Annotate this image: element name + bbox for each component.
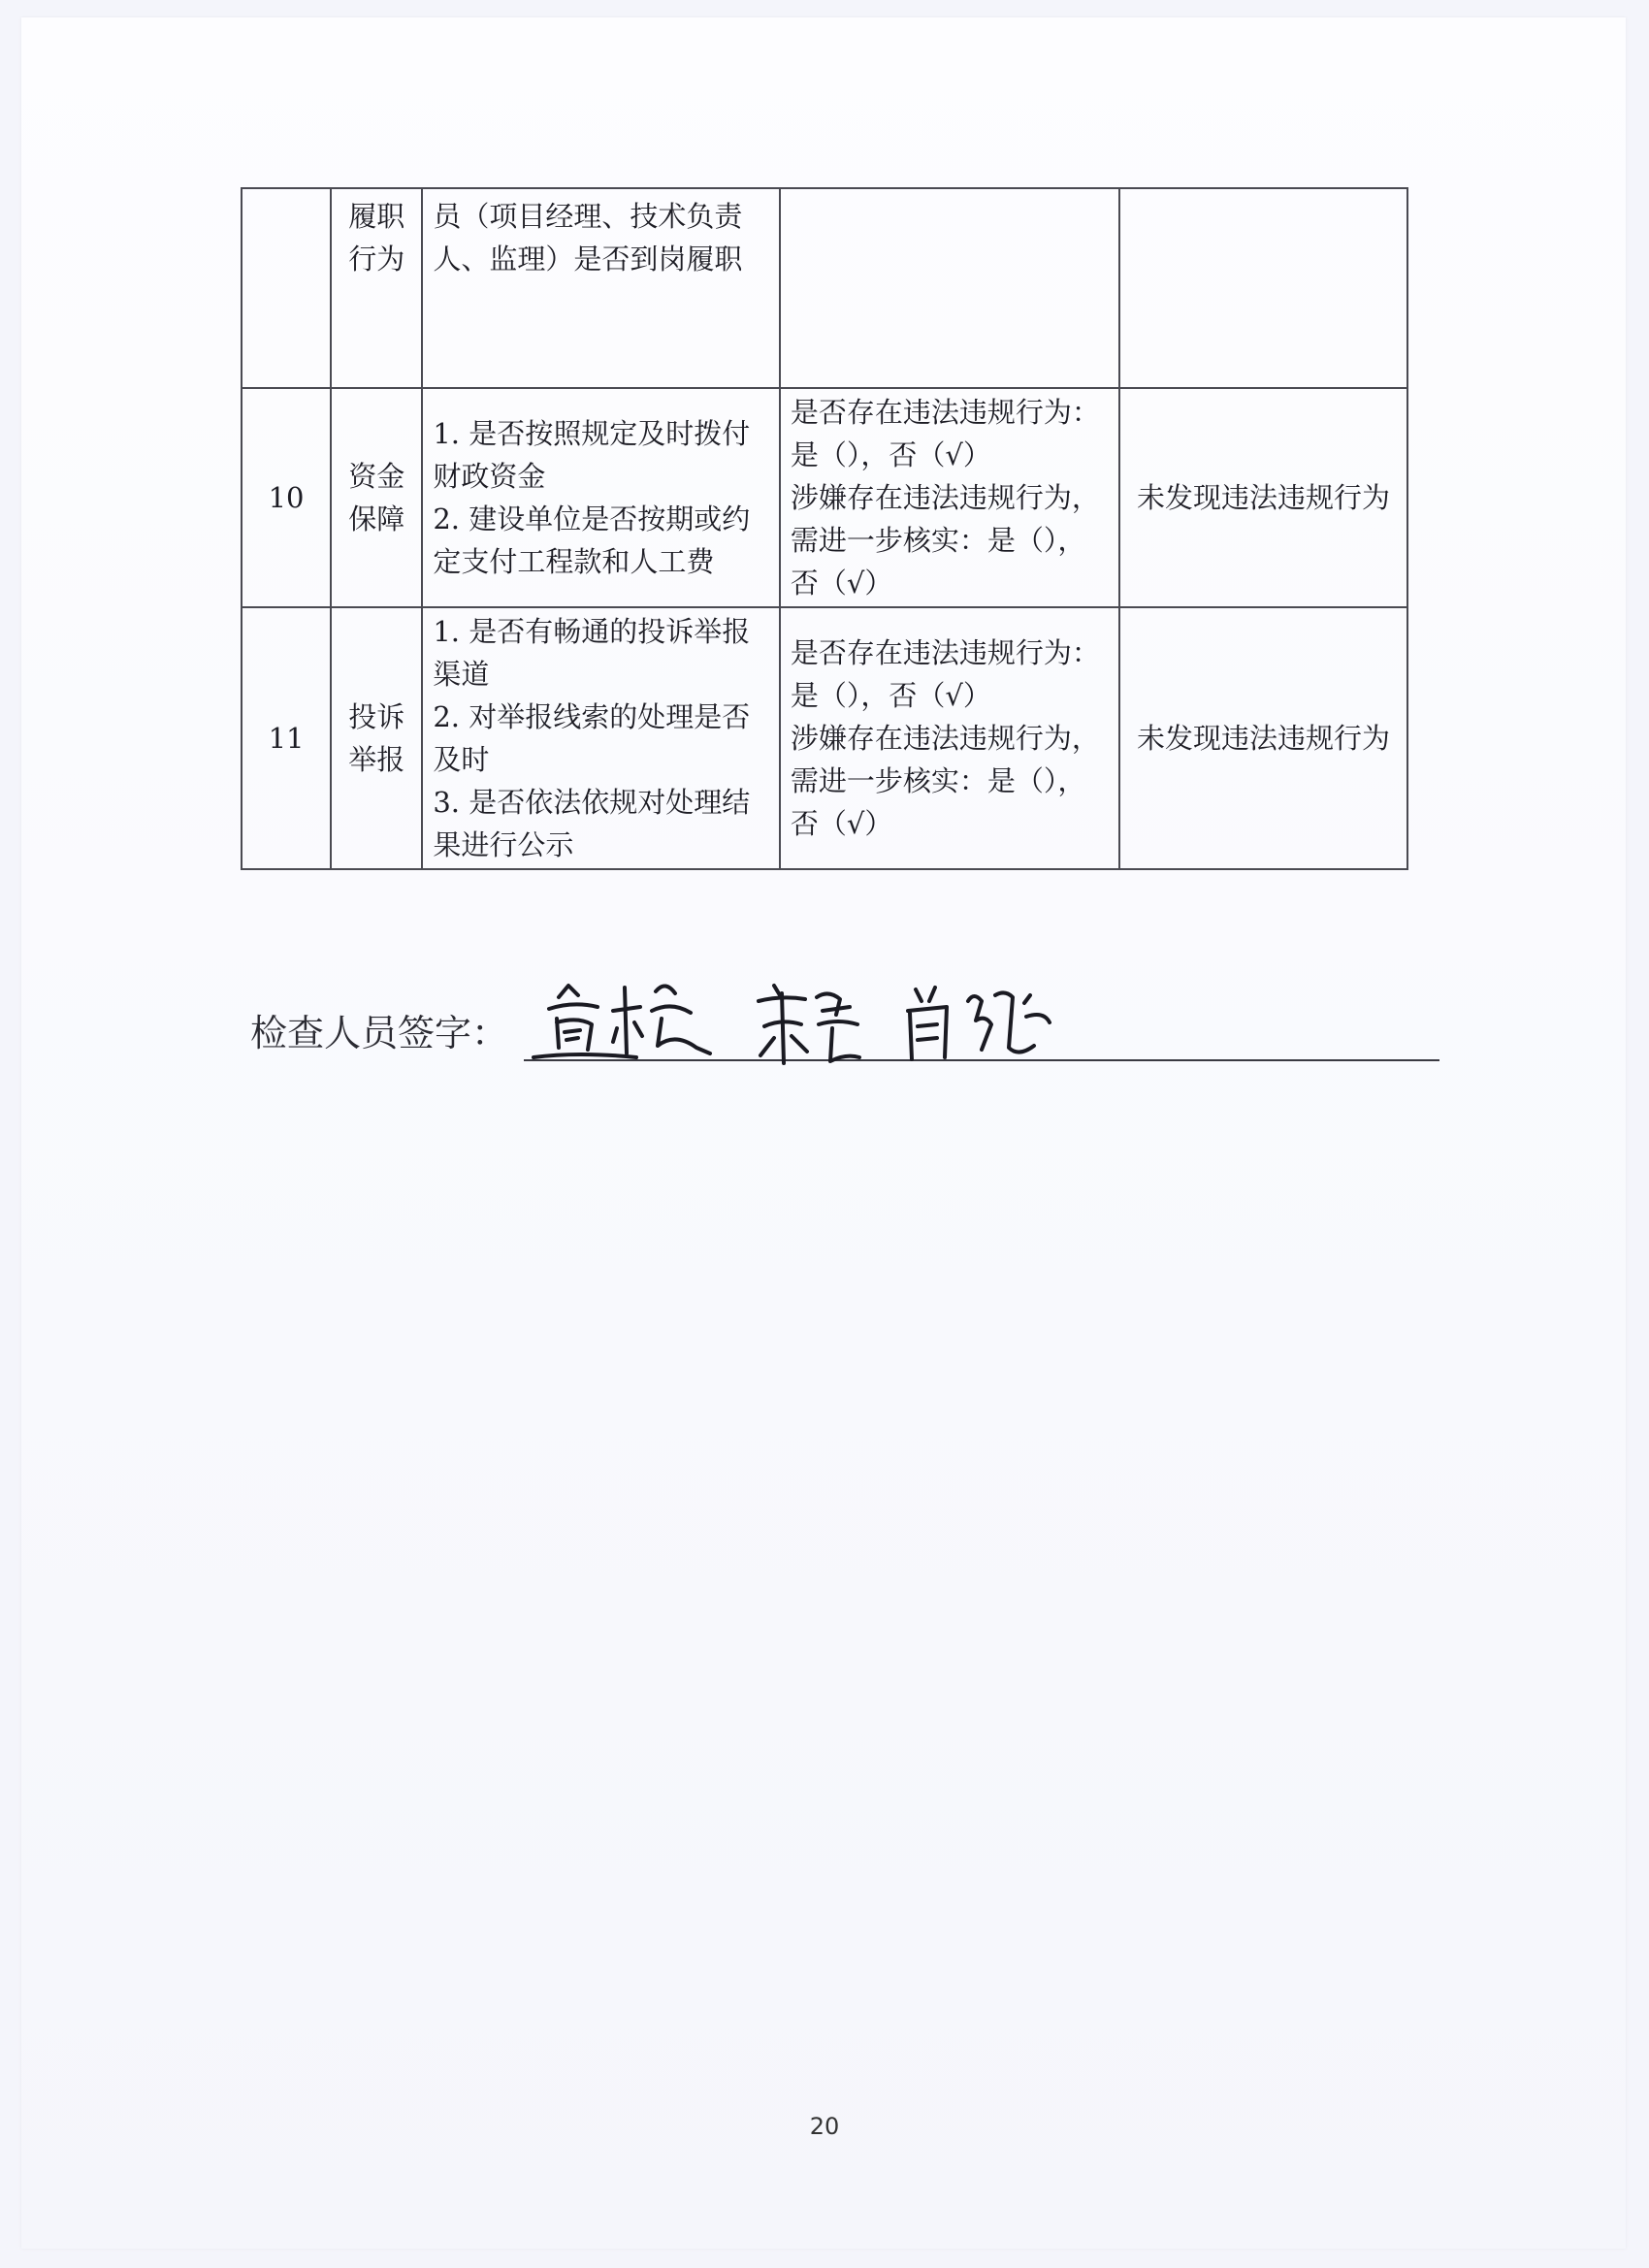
inspection-item: 履职 行为 [331,188,422,388]
inspection-result [780,188,1119,388]
signature-label: 检查人员签字： [250,1012,509,1054]
inspection-remark [1119,188,1407,388]
row-number: 10 [242,388,331,607]
inspection-content: 1. 是否按照规定及时拨付财政资金 2. 建设单位是否按期或约定支付工程款和人工费 [422,388,780,607]
inspection-content: 1. 是否有畅通的投诉举报渠道 2. 对举报线索的处理是否及时 3. 是否依法依规对处理结果进行公示 [422,607,780,869]
inspection-remark: 未发现违法违规行为 [1119,607,1407,869]
page-number: 20 [809,2113,840,2140]
inspection-result: 是否存在违法违规行为：是（），否（√） 涉嫌存在违法违规行为，需进一步核实：是（），否（√） [780,388,1119,607]
inspection-table [241,187,1408,870]
inspection-content: 员（项目经理、技术负责人、监理）是否到岗履职 [422,188,780,388]
inspection-item: 投诉 举报 [331,607,422,869]
inspection-remark: 未发现违法违规行为 [1119,388,1407,607]
handwritten-signatures [520,968,1141,1075]
signature-2 [759,986,859,1063]
table-row [242,388,1407,607]
inspection-result: 是否存在违法违规行为：是（），否（√） 涉嫌存在违法违规行为，需进一步核实：是（），否（√） [780,607,1119,869]
row-number: 11 [242,607,331,869]
table-row [242,188,1407,388]
inspection-item: 资金 保障 [331,388,422,607]
signature-line [250,989,1441,1067]
signature-3 [908,988,1050,1059]
signature-1 [534,986,710,1057]
row-number [242,188,331,388]
table-row [242,607,1407,869]
